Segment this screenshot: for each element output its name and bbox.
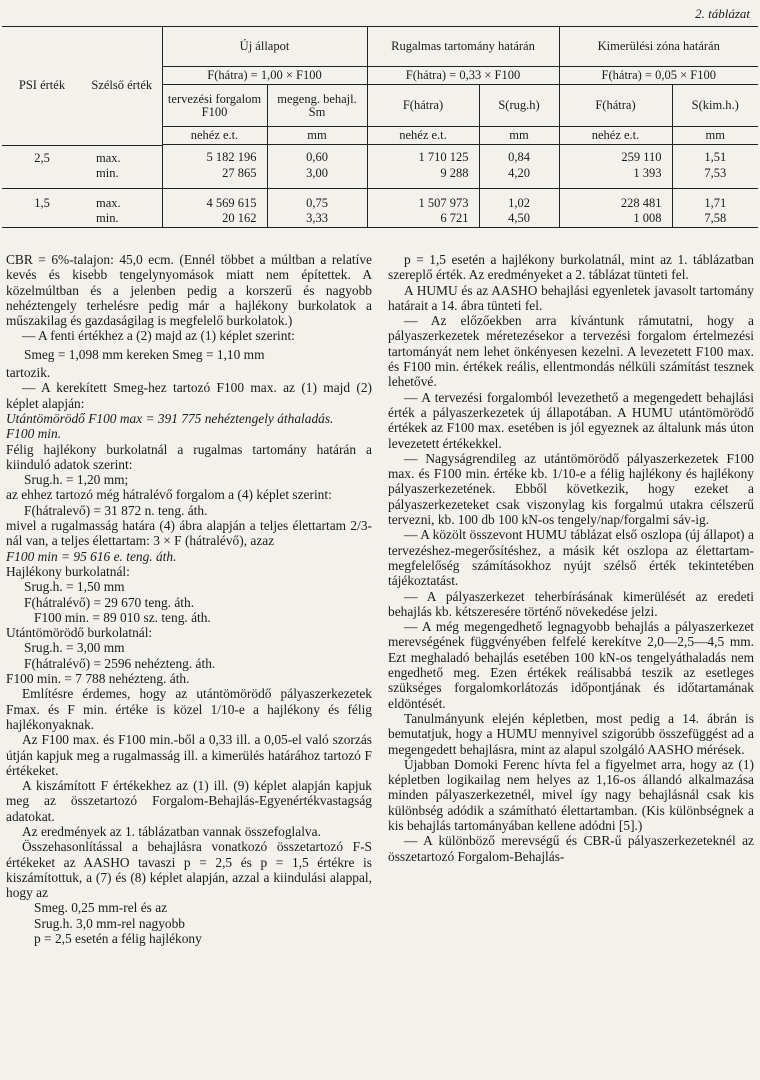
paragraph: tartozik. bbox=[6, 365, 51, 381]
cell-psi: 2,5 bbox=[34, 150, 50, 165]
header-megeng: megeng. behajl. Sm bbox=[267, 85, 367, 127]
cell-fkim: 228 481 bbox=[559, 188, 672, 211]
data-table bbox=[2, 26, 758, 228]
formula: Srug.h. = 1,20 mm; bbox=[24, 472, 129, 488]
paragraph: — A tervezési forgalomból levezethető a megengedett behajlási érték a pályaszerkezetek új állapotában. A HUMU utántömörödő értékek az F100 max. esetében is jól egyeznek az általunk más úton levezetett értékekkel. bbox=[388, 389, 754, 451]
cell-srug: 4,20 bbox=[479, 166, 559, 189]
paragraph: Hajlékony burkolatnál: bbox=[6, 563, 130, 579]
formula: Srug.h. = 3,00 mm bbox=[24, 640, 125, 656]
unit-mm: mm bbox=[672, 127, 758, 145]
paragraph: Újabban Domoki Ferenc hívta fel a figyelmet arra, hogy az (1) képletben logikailag nem helyes az 1,16-os állandó alkalmazása minden pályaszerkezetnél, mivel így nagy behajlásnál csak kis különbség adódik a számítható élettartamban. (Kis különbségnek a kis behajlás tartományában kellene adódni [5].) bbox=[388, 756, 754, 833]
formula: F(hátralévő) = 29 670 teng. áth. bbox=[24, 594, 195, 610]
table-label: 2. táblázat bbox=[695, 6, 750, 21]
paragraph: Smeg. 0,25 mm-rel és az bbox=[34, 900, 168, 916]
formula: Srug.h. = 1,50 mm bbox=[24, 579, 125, 595]
table-row bbox=[2, 145, 758, 166]
cell-ext: max. bbox=[82, 145, 162, 166]
paragraph: p = 1,5 esetén a hajlékony burkolatnál, mint az 1. táblázatban szereplő érték. Az eredményeket a 2. táblázat tünteti fel. bbox=[388, 252, 754, 283]
cell-sm: 0,75 bbox=[267, 188, 367, 211]
cell-skim: 1,51 bbox=[704, 150, 727, 165]
unit-nehez-et: nehéz e.t. bbox=[367, 127, 479, 145]
header-uj-allapot: Új állapot bbox=[162, 27, 367, 67]
header-rugalmas: Rugalmas tartomány határán bbox=[367, 27, 559, 67]
formula: F(hátralevő) = 31 872 n. teng. áth. bbox=[24, 502, 208, 518]
header-kimerulesi: Kimerülési zóna határán bbox=[559, 27, 758, 67]
paragraph: A HUMU és az AASHO behajlási egyenletek javasolt tartomány határait a 14. ábra tünteti fel. bbox=[388, 282, 754, 313]
cell-frug: 9 288 bbox=[367, 166, 479, 189]
formula: F100 min = 95 616 e. teng. áth. bbox=[6, 548, 177, 564]
header-psi: PSI érték bbox=[2, 27, 82, 146]
cell-skim: 7,53 bbox=[672, 166, 758, 189]
paragraph: mivel a rugalmasság határa (4) ábra alapján a teljes élettartam 2/3-nál van, a teljes élettartam: 3 × F (hátralévő), azaz bbox=[6, 518, 372, 549]
unit-mm: mm bbox=[479, 127, 559, 145]
paragraph: Az F100 max. és F100 min.-ből a 0,33 ill. a 0,05-el való szorzás útján kapjuk meg a rugalmasság ill. a kimerülés határához tartozó F értékeket. bbox=[6, 732, 372, 778]
paragraph: Az eredmények az 1. táblázatban vannak összefoglalva. bbox=[22, 823, 321, 839]
cell-f100: 4 569 615 bbox=[162, 188, 267, 211]
header-szelso: Szélső érték bbox=[82, 27, 162, 146]
cell-sm: 3,33 bbox=[267, 211, 367, 228]
left-column bbox=[6, 252, 372, 946]
cell-skim: 7,58 bbox=[672, 211, 758, 228]
paragraph: — A közölt összevont HUMU táblázat első oszlopa (új állapot) a tervezéshez-megerősítéshez, a másik két oszlopa az élettartam-megfelelőség számításokhoz nyújt szélső érték tekintetében tájékoztatást. bbox=[388, 527, 754, 589]
paragraph: A kiszámított F értékekhez az (1) ill. (9) képlet alapján kapjuk meg az összetartozó Forgalom-Behajlás-Egyenértékvastagság adatokat. bbox=[6, 778, 372, 824]
cell-sm: 3,00 bbox=[267, 166, 367, 189]
paragraph: — A különböző merevségű és CBR-ű pályaszerkezeteknél az összetartozó Forgalom-Behajlás- bbox=[388, 833, 754, 864]
header-fhatra-rug: F(hátra) bbox=[367, 85, 479, 127]
cell-srug: 0,84 bbox=[479, 145, 559, 166]
text-columns bbox=[6, 252, 754, 946]
paragraph: Srug.h. 3,0 mm-rel nagyobb bbox=[34, 915, 185, 931]
cell-fkim: 1 393 bbox=[559, 166, 672, 189]
header-skim: S(kim.h.) bbox=[672, 85, 758, 127]
right-column bbox=[388, 252, 754, 946]
cell-ext: max. bbox=[82, 188, 162, 211]
cell-srug: 4,50 bbox=[479, 211, 559, 228]
cell-srug: 1,02 bbox=[479, 188, 559, 211]
formula: F100 min. = 7 788 nehézteng. áth. bbox=[6, 671, 190, 687]
unit-mm: mm bbox=[267, 127, 367, 145]
table-row bbox=[2, 211, 758, 228]
paragraph: — A kerekített Smeg-hez tartozó F100 max. az (1) majd (2) képlet alapján: bbox=[6, 380, 372, 411]
header-f-kim: F(hátra) = 0,05 × F100 bbox=[559, 67, 758, 85]
cell-ext: min. bbox=[82, 211, 162, 228]
cell-frug: 1 710 125 bbox=[367, 145, 479, 166]
header-tervezesi: tervezési forgalom F100 bbox=[162, 85, 267, 127]
header-f-uj: F(hátra) = 1,00 × F100 bbox=[162, 67, 367, 85]
header-srug: S(rug.h) bbox=[479, 85, 559, 127]
cell-psi: 1,5 bbox=[34, 195, 50, 210]
paragraph: — A fenti értékhez a (2) majd az (1) képlet szerint: bbox=[22, 328, 295, 344]
paragraph: Említésre érdemes, hogy az utántömörödő pályaszerkezetek Fmax. és F min. értéke is közel 1/10-e a hajlékony és félig hajlékonyaknak. bbox=[6, 686, 372, 732]
cell-fkim: 259 110 bbox=[559, 145, 672, 166]
paragraph: F100 min. bbox=[6, 426, 62, 442]
paragraph: p = 2,5 esetén a félig hajlékony bbox=[34, 931, 202, 947]
cell-frug: 6 721 bbox=[367, 211, 479, 228]
cell-psi bbox=[2, 166, 82, 189]
paragraph: Összehasonlítással a behajlásra vonatkozó összetartozó F-S értékeket az AASHO tavaszi p = 2,5 és p = 1,5 értékre is kiszámítottuk, a (7) és (8) képlet alapján, azzal a kiindulási alappal, hogy az bbox=[6, 839, 372, 901]
paragraph: Utántömörödő burkolatnál: bbox=[6, 625, 153, 641]
paragraph: — A még megengedhető legnagyobb behajlás a pályaszerkezet merevségének függvényében felfelé kerekítve 2,0—2,5—4,5 mm. Ezt meghaladó behajlás esetében 100 kN-os tengelyáthaladás nem engedhető meg. Ezen értékek reálisabbá teszik az esetleges szükséges forgalomkorlátozás időpontjának és időtartamának eldöntését. bbox=[388, 619, 754, 711]
unit-nehez-et: nehéz e.t. bbox=[559, 127, 672, 145]
formula: F(hátralévő) = 2596 nehézteng. áth. bbox=[24, 655, 216, 671]
table-row bbox=[2, 188, 758, 211]
header-fhatra-kim: F(hátra) bbox=[559, 85, 672, 127]
header-f-rug: F(hátra) = 0,33 × F100 bbox=[367, 67, 559, 85]
paragraph: — A pályaszerkezet teherbírásának kimerülését az eredeti behajlás kb. kétszeresére történő növekedése jelzi. bbox=[388, 588, 754, 619]
paragraph: az ehhez tartozó még hátralévő forgalom a (4) képlet szerint: bbox=[6, 487, 332, 503]
cell-skim: 1,71 bbox=[704, 195, 727, 210]
cell-frug: 1 507 973 bbox=[367, 188, 479, 211]
cell-f100: 27 865 bbox=[162, 166, 267, 189]
formula: Smeg = 1,098 mm kereken Smeg = 1,10 mm bbox=[24, 346, 265, 362]
cell-fkim: 1 008 bbox=[559, 211, 672, 228]
cell-sm: 0,60 bbox=[267, 145, 367, 166]
cell-psi bbox=[2, 211, 82, 228]
cell-f100: 20 162 bbox=[162, 211, 267, 228]
paragraph: Utántömörödő F100 max = 391 775 nehéztengely áthaladás. bbox=[6, 410, 334, 426]
formula: F100 min. = 89 010 sz. teng. áth. bbox=[34, 609, 211, 625]
paragraph: Tanulmányunk elején képletben, most pedig a 14. ábrán is bemutatjuk, hogy a HUMU mennyivel szigorúbb összefüggést ad a megengedett behajlásra, mint az alapul szolgáló AASHO mérések. bbox=[388, 710, 754, 757]
cell-f100: 5 182 196 bbox=[162, 145, 267, 166]
unit-nehez-et: nehéz e.t. bbox=[162, 127, 267, 145]
paragraph: — Nagyságrendileg az utántömörödő pályaszerkezetek F100 max. és F100 min. értéke kb. 1/10-e a félig hajlékony és hajlékony pályaszerkezetének. Ebből következik, hogy ezeket a pályaszerkezeteket csak viszonylag kis forgalmú utakra célszerű tervezni, kb. 100 db 100 kN-os tengely/nap/forgalmi sáv-ig. bbox=[388, 450, 754, 528]
paragraph: CBR = 6%-talajon: 45,0 ecm. (Ennél többet a múltban a relatíve kevés és kisebb tengelynyomások miatt nem építettek. A közelmúltban és a jelenben pedig a korszerű és nagyobb nehéztengely terhelésre pedig már a hajlékony burkolatok a műszakilag és gazdaságilag is megfelelő burkolatok.) bbox=[6, 252, 372, 329]
paragraph: — Az előzőekben arra kívántunk rámutatni, hogy a pályaszerkezetek méretezésekor a tervezési forgalom értelmezési tartományát nem lehet önkényesen kezelni. A levezetett F100 max. és F100 min. értékek reális, ellentmondás nélküli számítást tesznek lehetővé. bbox=[388, 313, 754, 390]
table-row bbox=[2, 166, 758, 189]
cell-ext: min. bbox=[82, 166, 162, 189]
paragraph: Félig hajlékony burkolatnál a rugalmas tartomány határán a kiinduló adatok szerint: bbox=[6, 441, 372, 472]
